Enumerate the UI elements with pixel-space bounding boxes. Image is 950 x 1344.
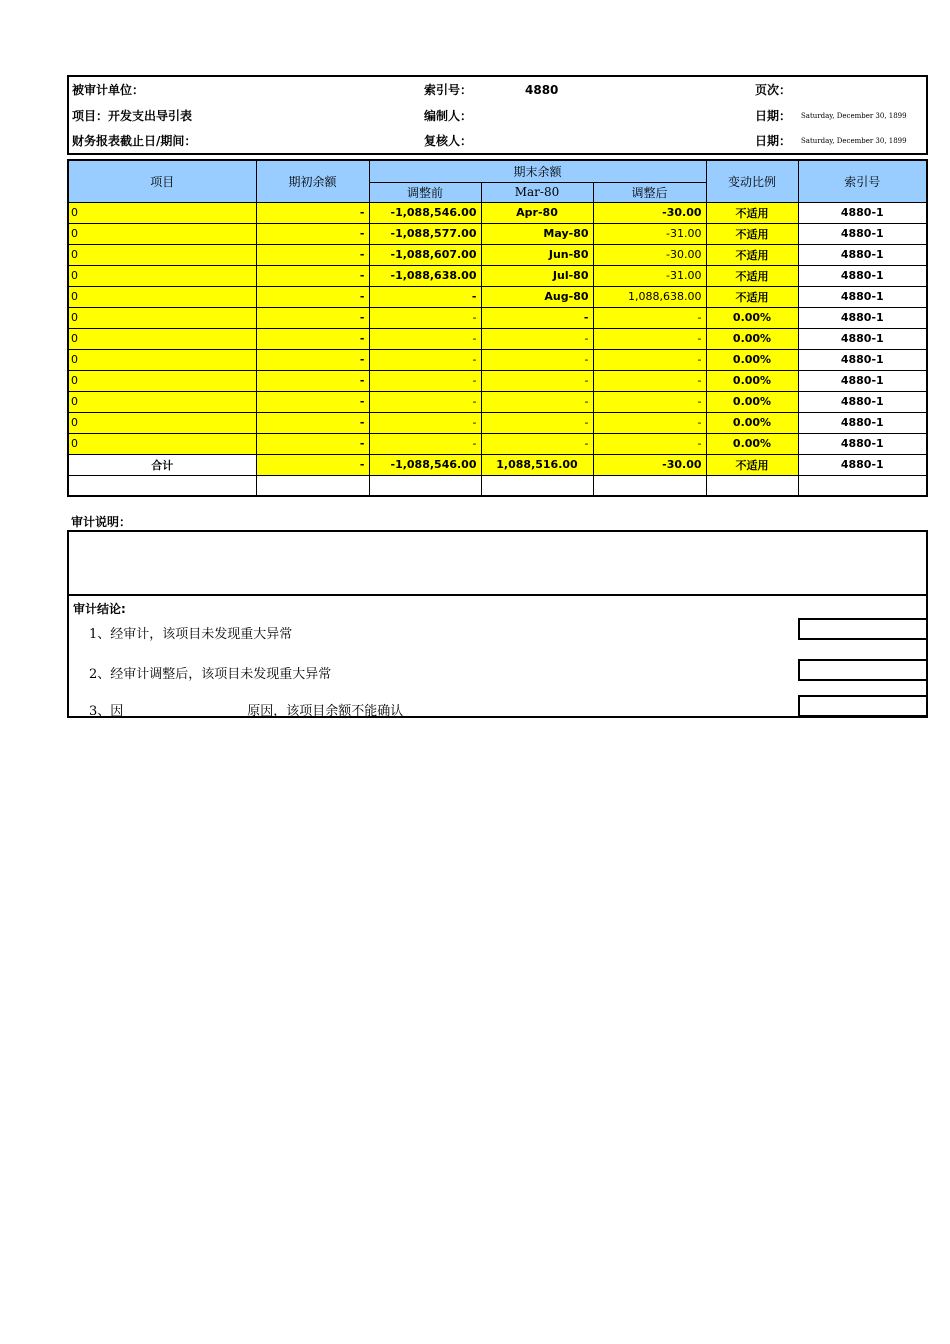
- cell-item: 0: [68, 202, 256, 223]
- empty-cell[interactable]: [369, 475, 481, 496]
- cell-adj-month: Jul-80: [481, 265, 593, 286]
- cell-opening: -: [256, 412, 369, 433]
- table-row: [68, 412, 927, 433]
- header-box: [67, 75, 928, 155]
- cell-opening: -: [256, 370, 369, 391]
- cell-change-ratio: 不适用: [706, 244, 798, 265]
- total-index-no: 4880-1: [798, 454, 927, 475]
- notes-box[interactable]: [67, 530, 928, 596]
- cell-after-adj: -: [593, 433, 706, 454]
- cell-opening: -: [256, 286, 369, 307]
- entity-label: 被审计单位：: [72, 83, 145, 97]
- cell-adj-month: Apr-80: [481, 202, 593, 223]
- empty-row: [68, 475, 927, 496]
- empty-cell[interactable]: [798, 475, 927, 496]
- cell-item: 0: [68, 370, 256, 391]
- cell-adj-month: -: [481, 370, 593, 391]
- cell-before-adj: -: [369, 370, 481, 391]
- cell-change-ratio: 不适用: [706, 202, 798, 223]
- empty-cell[interactable]: [481, 475, 593, 496]
- cell-opening: -: [256, 307, 369, 328]
- cell-adj-month: -: [481, 349, 593, 370]
- total-change-ratio: 不适用: [706, 454, 798, 475]
- table-row: [68, 349, 927, 370]
- cell-opening: -: [256, 202, 369, 223]
- cell-change-ratio: 不适用: [706, 223, 798, 244]
- cell-index-no: 4880-1: [798, 202, 927, 223]
- cell-change-ratio: 0.00%: [706, 433, 798, 454]
- cell-item: 0: [68, 265, 256, 286]
- empty-cell[interactable]: [593, 475, 706, 496]
- cell-index-no: 4880-1: [798, 370, 927, 391]
- cell-item: 0: [68, 286, 256, 307]
- cell-after-adj: -: [593, 370, 706, 391]
- index-label: 索引号：: [424, 83, 473, 97]
- table-row: [68, 265, 927, 286]
- date-label-2: 日期：: [755, 134, 792, 148]
- table-row: [68, 223, 927, 244]
- cell-opening: -: [256, 433, 369, 454]
- total-row: [68, 454, 927, 475]
- cell-opening: -: [256, 391, 369, 412]
- conclusion-item-3: 3、因 原因，该项目余额不能确认: [89, 704, 404, 719]
- cell-index-no: 4880-1: [798, 265, 927, 286]
- cell-item: 0: [68, 412, 256, 433]
- cell-change-ratio: 0.00%: [706, 349, 798, 370]
- conclusion-checkbox-3[interactable]: [798, 695, 928, 717]
- cell-item: 0: [68, 328, 256, 349]
- cell-index-no: 4880-1: [798, 223, 927, 244]
- project-label: 项目：开发支出导引表: [72, 109, 193, 123]
- cell-index-no: 4880-1: [798, 433, 927, 454]
- total-label: 合计: [68, 454, 256, 475]
- cell-change-ratio: 0.00%: [706, 328, 798, 349]
- cell-index-no: 4880-1: [798, 286, 927, 307]
- cell-after-adj: -30.00: [593, 202, 706, 223]
- cell-adj-month: Jun-80: [481, 244, 593, 265]
- cell-adj-month: Aug-80: [481, 286, 593, 307]
- cell-item: 0: [68, 223, 256, 244]
- cell-adj-month: -: [481, 328, 593, 349]
- cell-after-adj: -: [593, 307, 706, 328]
- cell-before-adj: -: [369, 412, 481, 433]
- header-closing: 期末余额: [369, 160, 706, 182]
- cell-change-ratio: 0.00%: [706, 307, 798, 328]
- notes-label: 审计说明：: [71, 515, 132, 529]
- cell-after-adj: -31.00: [593, 223, 706, 244]
- cell-before-adj: -: [369, 307, 481, 328]
- cell-adj-month: -: [481, 433, 593, 454]
- header-adj-month: Mar-80: [481, 182, 593, 202]
- index-value: 4880: [525, 83, 559, 97]
- table-row: [68, 328, 927, 349]
- cell-adj-month: May-80: [481, 223, 593, 244]
- table-row: [68, 391, 927, 412]
- preparer-label: 编制人：: [424, 109, 473, 123]
- date-value-2: Saturday, December 30, 1899: [801, 137, 907, 145]
- cell-opening: -: [256, 244, 369, 265]
- cell-adj-month: -: [481, 391, 593, 412]
- cell-item: 0: [68, 349, 256, 370]
- empty-cell[interactable]: [68, 475, 256, 496]
- cell-change-ratio: 0.00%: [706, 412, 798, 433]
- date-label-1: 日期：: [755, 109, 792, 123]
- conclusion-checkbox-2[interactable]: [798, 659, 928, 681]
- total-after-adj: -30.00: [593, 454, 706, 475]
- cell-before-adj: -: [369, 433, 481, 454]
- header-item: 项目: [68, 160, 256, 202]
- cell-index-no: 4880-1: [798, 391, 927, 412]
- page-label: 页次：: [755, 83, 792, 97]
- date-value-1: Saturday, December 30, 1899: [801, 112, 907, 120]
- cell-before-adj: -1,088,638.00: [369, 265, 481, 286]
- cell-index-no: 4880-1: [798, 349, 927, 370]
- cell-opening: -: [256, 349, 369, 370]
- cell-before-adj: -1,088,607.00: [369, 244, 481, 265]
- empty-cell[interactable]: [256, 475, 369, 496]
- cell-adj-month: -: [481, 412, 593, 433]
- reviewer-label: 复核人：: [424, 134, 473, 148]
- table-row: [68, 433, 927, 454]
- cell-after-adj: 1,088,638.00: [593, 286, 706, 307]
- cell-opening: -: [256, 328, 369, 349]
- cell-change-ratio: 不适用: [706, 286, 798, 307]
- conclusion-box: [67, 594, 928, 718]
- total-opening: -: [256, 454, 369, 475]
- cell-before-adj: -: [369, 328, 481, 349]
- cell-before-adj: -1,088,546.00: [369, 202, 481, 223]
- header-index-no: 索引号: [798, 160, 927, 202]
- cell-index-no: 4880-1: [798, 328, 927, 349]
- cell-item: 0: [68, 307, 256, 328]
- total-before-adj: -1,088,546.00: [369, 454, 481, 475]
- conclusion-checkbox-1[interactable]: [798, 618, 928, 640]
- conclusion-label: 审计结论:: [73, 602, 126, 616]
- cell-before-adj: -: [369, 349, 481, 370]
- table-row: [68, 202, 927, 223]
- conclusion-item-2: 2、经审计调整后，该项目未发现重大异常: [89, 667, 332, 682]
- header-before-adj: 调整前: [369, 182, 481, 202]
- cell-before-adj: -: [369, 391, 481, 412]
- table-row: [68, 307, 927, 328]
- table-row: [68, 370, 927, 391]
- cell-item: 0: [68, 391, 256, 412]
- cell-index-no: 4880-1: [798, 244, 927, 265]
- header-after-adj: 调整后: [593, 182, 706, 202]
- cell-before-adj: -: [369, 286, 481, 307]
- table-row: [68, 244, 927, 265]
- conclusion-item-1: 1、经审计，该项目未发现重大异常: [89, 627, 293, 642]
- cell-after-adj: -: [593, 412, 706, 433]
- cell-change-ratio: 0.00%: [706, 370, 798, 391]
- cell-item: 0: [68, 244, 256, 265]
- cell-after-adj: -: [593, 349, 706, 370]
- total-adj: 1,088,516.00: [481, 454, 593, 475]
- cell-index-no: 4880-1: [798, 307, 927, 328]
- cell-before-adj: -1,088,577.00: [369, 223, 481, 244]
- cell-after-adj: -30.00: [593, 244, 706, 265]
- cell-after-adj: -: [593, 391, 706, 412]
- header-opening: 期初余额: [256, 160, 369, 202]
- header-change-ratio: 变动比例: [706, 160, 798, 202]
- cell-change-ratio: 0.00%: [706, 391, 798, 412]
- cell-item: 0: [68, 433, 256, 454]
- empty-cell[interactable]: [706, 475, 798, 496]
- period-label: 财务报表截止日/期间：: [72, 134, 197, 148]
- cell-opening: -: [256, 265, 369, 286]
- cell-index-no: 4880-1: [798, 412, 927, 433]
- guide-table: [67, 159, 928, 497]
- cell-after-adj: -31.00: [593, 265, 706, 286]
- cell-change-ratio: 不适用: [706, 265, 798, 286]
- cell-adj-month: -: [481, 307, 593, 328]
- cell-opening: -: [256, 223, 369, 244]
- cell-after-adj: -: [593, 328, 706, 349]
- table-row: [68, 286, 927, 307]
